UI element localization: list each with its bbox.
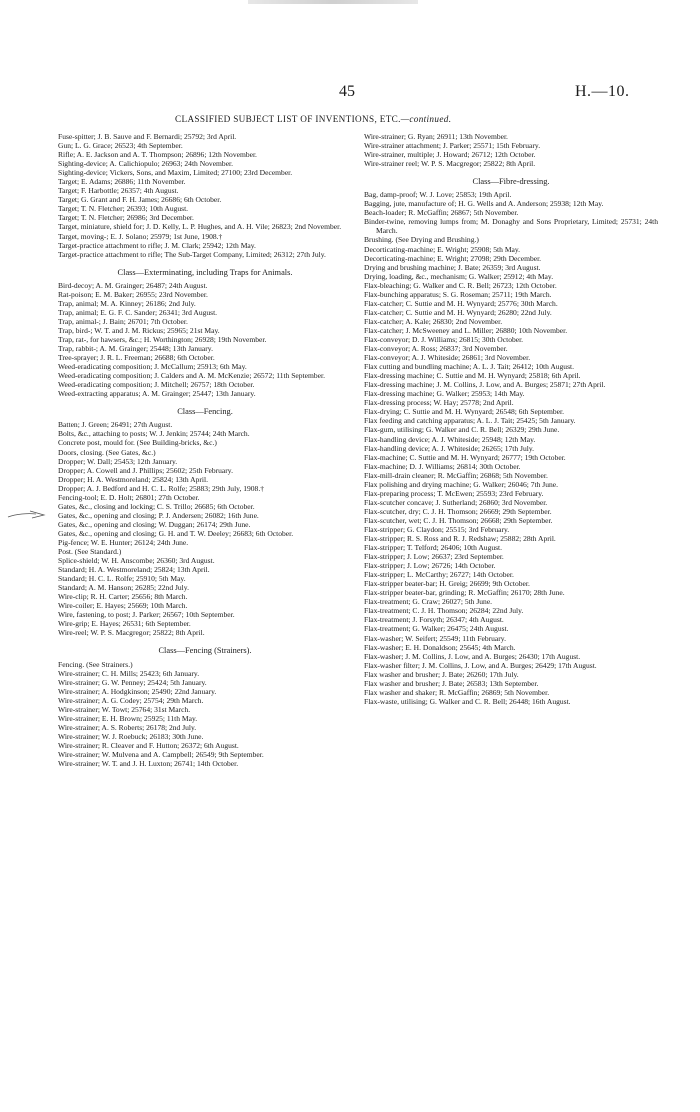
- invention-entry: Flax-catcher; A. Kale; 26830; 2nd November.: [364, 316, 503, 326]
- invention-entry: Fencing. (See Strainers.): [58, 659, 133, 669]
- invention-entry: Flax-treatment; J. Forsyth; 26347; 4th August.: [364, 615, 504, 625]
- invention-entry: Bag, damp-proof; W. J. Love; 25853; 19th April.: [364, 190, 512, 200]
- invention-entry: Target; T. N. Fletcher; 26986; 3rd December.: [58, 213, 194, 223]
- invention-entry: Flax-catcher; C. Suttie and M. H. Wynyard; 25776; 30th March.: [364, 298, 558, 308]
- invention-entry: Flax-catcher; J. McSweeney and L. Miller; 26880; 10th November.: [364, 325, 568, 335]
- invention-entry: Flax-gum, utilising; G. Walker and C. R. Bell; 26329; 29th June.: [364, 425, 560, 435]
- invention-entry: Binder-twine, removing lumps from; M. Donaghy and Sons Proprietary, Limited; 25731; 24th March.: [364, 217, 658, 236]
- invention-entry: Wire-strainer; R. Cleaver and F. Hutton; 26372; 6th August.: [58, 740, 239, 750]
- invention-entry: Flax-stripper; R. S. Ross and R. J. Redshaw; 25882; 28th April.: [364, 534, 556, 544]
- pencil-mark-icon: [6, 508, 50, 522]
- invention-entry: Wire-strainer; A. G. Codey; 25754; 29th March.: [58, 695, 204, 705]
- invention-entry: Trap, rat-, for hawsers, &c.; H. Worthington; 26928; 19th November.: [58, 334, 267, 344]
- invention-entry: Wire-strainer; W. J. Roebuck; 26183; 30th June.: [58, 731, 204, 741]
- invention-entry: Splice-shield; W. H. Anscombe; 26360; 3rd August.: [58, 556, 215, 566]
- invention-entry: Wire-grip; E. Hayes; 26531; 6th September.: [58, 619, 191, 629]
- invention-entry: Target; T. N. Fletcher; 26393; 10th August.: [58, 204, 189, 214]
- invention-entry: Flax-dressing machine; J. M. Collins, J. Low, and A. Burges; 25871; 27th April.: [364, 380, 606, 390]
- invention-entry: Flax-bunching apparatus; S. G. Roseman; 25711; 19th March.: [364, 289, 552, 299]
- invention-entry: Flax-dressing machine; G. Walker; 25953; 14th May.: [364, 389, 525, 399]
- invention-entry: Target; E. Adams; 26886; 11th November.: [58, 177, 186, 187]
- document-code: H.—10.: [575, 83, 630, 100]
- invention-entry: Brushing. (See Drying and Brushing.): [364, 235, 479, 245]
- invention-entry: Flax-conveyor; A. J. Whiteside; 26861; 3rd November.: [364, 353, 531, 363]
- invention-entry: Flax-waste, utilising; G. Walker and C. R. Bell; 26448; 16th August.: [364, 696, 571, 706]
- invention-entry: Wire-strainer; W. T. and J. H. Luxton; 26741; 14th October.: [58, 759, 239, 769]
- invention-entry: Doors, closing. (See Gates, &c.): [58, 447, 156, 457]
- class-heading: Class—Exterminating, including Traps for Animals.: [117, 267, 293, 277]
- invention-entry: Trap, rabbit-; A. M. Grainger; 25448; 13th January.: [58, 344, 213, 354]
- invention-entry: Wire-strainer reel; W. P. S. Macgregor; 25822; 8th April.: [364, 159, 536, 169]
- invention-entry: Flax washer and brusher; J. Bate; 26583; 13th September.: [364, 678, 539, 688]
- invention-entry: Rat-poison; E. M. Baker; 26955; 23rd November.: [58, 289, 208, 299]
- right-column: [364, 132, 658, 706]
- invention-entry: Wire-clip; R. H. Carter; 25656; 8th March.: [58, 592, 188, 602]
- invention-entry: Bird-decoy; A. M. Grainger; 26487; 24th August.: [58, 280, 208, 290]
- invention-entry: Beach-loader; R. McGaffin; 26867; 5th November.: [364, 208, 519, 218]
- invention-entry: Flax-stripper; G. Claydon; 25515; 3rd February.: [364, 524, 510, 534]
- invention-entry: Gates, &c., opening and closing; W. Duggan; 26174; 29th June.: [58, 519, 251, 529]
- invention-entry: Flax polishing and drying machine; G. Walker; 26046; 7th June.: [364, 479, 558, 489]
- invention-entry: Flax washer and brusher; J. Bate; 26260; 17th July.: [364, 669, 519, 679]
- invention-entry: Bagging, jute, manufacture of; H. G. Wells and A. Anderson; 25938; 12th May.: [364, 199, 604, 209]
- invention-entry: Target, moving-; E. J. Solano; 25979; 1st June, 1908.†: [58, 231, 223, 241]
- invention-entry: Wire-strainer; A. Hodgkinson; 25490; 22nd January.: [58, 686, 217, 696]
- invention-entry: Wire-strainer; W. Towt; 25764; 31st March.: [58, 704, 191, 714]
- invention-entry: Gun; L. G. Grace; 26523; 4th September.: [58, 141, 183, 151]
- invention-entry: Flax-handling device; A. J. Whiteside; 25948; 12th May.: [364, 434, 536, 444]
- invention-entry: Wire, fastening, to post; J. Parker; 26567; 10th September.: [58, 610, 235, 620]
- invention-entry: Wire-strainer attachment; J. Parker; 25571; 15th February.: [364, 141, 541, 151]
- invention-entry: Flax-treatment; C. J. H. Thomson; 26284; 22nd July.: [364, 606, 524, 616]
- invention-entry: Bolts, &c., attaching to posts; W. J. Jenkin; 25744; 24th March.: [58, 429, 250, 439]
- invention-entry: Target-practice attachment to rifle; J. M. Clark; 25942; 12th May.: [58, 240, 256, 250]
- invention-entry: Flax-dressing machine; C. Suttie and M. H. Wynyard; 25818; 6th April.: [364, 371, 581, 381]
- invention-entry: Flax-conveyor; A. Ross; 26837; 3rd November.: [364, 344, 508, 354]
- invention-entry: Trap, animal-; J. Bain; 26701; 7th October.: [58, 316, 188, 326]
- invention-entry: Weed-extracting apparatus; A. M. Grainger; 25447; 13th January.: [58, 389, 256, 399]
- invention-entry: Flax-stripper beater-bar; H. Greig; 26699; 9th October.: [364, 579, 530, 589]
- invention-entry: Weed-eradicating composition; J. Calders and A. M. McKenzie; 26572; 11th September.: [58, 371, 325, 381]
- invention-entry: Dropper; A. Cowell and J. Phillips; 25602; 25th February.: [58, 465, 233, 475]
- invention-entry: Target, miniature, shield for; J. D. Kelly, L. P. Hughes, and A. H. Vile; 26823; 2nd November.: [58, 222, 342, 232]
- invention-entry: Weed-eradicating composition; J. Mitchell; 26757; 18th October.: [58, 380, 255, 390]
- invention-entry: Target; G. Grant and F. H. James; 26686; 6th October.: [58, 195, 222, 205]
- invention-entry: Rifle; A. E. Jackson and A. T. Thompson; 26896; 12th November.: [58, 150, 257, 160]
- invention-entry: Wire-reel; W. P. S. Macgregor; 25822; 8th April.: [58, 628, 205, 638]
- invention-entry: Tree-sprayer; J. R. L. Freeman; 26688; 6th October.: [58, 353, 215, 363]
- running-title-suffix: —continued.: [400, 114, 452, 124]
- invention-entry: Gates, &c., closing and locking; C. S. Trillo; 26685; 6th October.: [58, 501, 255, 511]
- invention-entry: Wire-strainer; E. H. Brown; 25925; 11th May.: [58, 713, 198, 723]
- invention-entry: Flax-stripper; L. McCarthy; 26727; 14th October.: [364, 570, 514, 580]
- invention-entry: Standard; H. C. L. Rolfe; 25910; 5th May.: [58, 574, 186, 584]
- invention-entry: Flax washer and shaker; R. McGaffin; 26869; 5th November.: [364, 687, 550, 697]
- invention-entry: Flax-washer filter; J. M. Collins, J. Low, and A. Burges; 26429; 17th August.: [364, 660, 597, 670]
- scan-artifact: [248, 0, 418, 4]
- invention-entry: Flax-scutcher, wet; C. J. H. Thomson; 26668; 29th September.: [364, 515, 553, 525]
- invention-entry: Flax-scutcher concave; J. Sutherland; 26860; 3rd November.: [364, 497, 548, 507]
- invention-entry: Flax-stripper; J. Low; 26637; 23rd September.: [364, 552, 504, 562]
- invention-entry: Flax-stripper; J. Low; 26726; 14th October.: [364, 561, 496, 571]
- invention-entry: Wire-strainer; W. Mulvena and A. Campbell; 26549; 9th September.: [58, 750, 264, 759]
- running-title-main: CLASSIFIED SUBJECT LIST OF INVENTIONS, ETC.: [175, 114, 401, 124]
- invention-entry: Flax-treatment; G. Walker; 26475; 24th August.: [364, 624, 509, 634]
- invention-entry: Fuse-spitter; J. B. Sauve and F. Bernardi; 25792; 3rd April.: [58, 132, 237, 141]
- invention-entry: Gates, &c., opening and closing; P. J. Andersen; 26082; 16th June.: [58, 510, 259, 520]
- invention-entry: Flax-stripper beater-bar, grinding; R. McGaffin; 26170; 28th June.: [364, 588, 565, 598]
- invention-entry: Flax-conveyor; D. J. Williams; 26815; 30th October.: [364, 334, 524, 344]
- invention-entry: Standard; A. M. Hanson; 26285; 22nd July.: [58, 583, 189, 593]
- invention-entry: Flax feeding and catching apparatus; A. L. J. Tait; 25425; 5th January.: [364, 416, 576, 426]
- invention-entry: Batten; J. Green; 26491; 27th August.: [58, 420, 173, 430]
- invention-entry: Flax-washer; E. H. Donaldson; 25645; 4th March.: [364, 642, 516, 652]
- invention-entry: Standard; H. A. Westmoreland; 25824; 13th April.: [58, 565, 210, 575]
- invention-entry: Flax-machine; D. J. Williams; 26814; 30th October.: [364, 461, 521, 471]
- invention-entry: Weed-eradicating composition; J. McCallum; 25913; 6th May.: [58, 362, 247, 372]
- invention-entry: Flax-handling device; A. J. Whiteside; 26265; 17th July.: [364, 443, 534, 453]
- invention-entry: Trap, animal; M. A. Kinney; 26186; 2nd July.: [58, 298, 196, 308]
- invention-entry: Wire-strainer; G. Ryan; 26911; 13th November.: [364, 132, 508, 141]
- invention-entry: Drying and brushing machine; J. Bate; 26359; 3rd August.: [364, 262, 541, 272]
- class-heading: Class—Fencing (Strainers).: [158, 646, 252, 656]
- running-title: [175, 114, 451, 124]
- invention-entry: Wire-coiler; E. Hayes; 25669; 10th March.: [58, 601, 188, 611]
- invention-entry: Wire-strainer; A. S. Roberts; 26178; 2nd July.: [58, 722, 197, 732]
- invention-entry: Post. (See Standard.): [58, 547, 122, 557]
- invention-entry: Flax-washer; W. Seifert; 25549; 11th February.: [364, 633, 506, 643]
- invention-entry: Flax-bleaching; G. Walker and C. R. Bell; 26723; 12th October.: [364, 280, 557, 290]
- invention-entry: Flax-dressing process; W. Hay; 25778; 2nd April.: [364, 398, 514, 408]
- invention-entry: Decorticating-machine; E. Wright; 27098; 29th December.: [364, 253, 542, 263]
- invention-entry: Gates, &c., opening and closing; G. H. and T. W. Deeley; 26683; 6th October.: [58, 528, 294, 538]
- class-heading: Class—Fibre-dressing.: [472, 177, 550, 187]
- invention-entry: Decorticating-machine; E. Wright; 25908; 5th May.: [364, 244, 521, 254]
- invention-entry: Dropper; H. A. Westmoreland; 25824; 13th April.: [58, 474, 208, 484]
- invention-entry: Sighting-device; A. Calichiopulo; 26963; 24th November.: [58, 159, 234, 169]
- left-column: [58, 132, 352, 768]
- page-number: 45: [339, 83, 355, 100]
- invention-entry: Wire-strainer, multiple; J. Howard; 26712; 12th October.: [364, 150, 536, 160]
- invention-entry: Concrete post, mould for. (See Building-bricks, &c.): [58, 438, 217, 448]
- invention-entry: Pig-fence; W. E. Hunter; 26124; 24th June.: [58, 537, 189, 547]
- invention-entry: Flax-stripper; T. Telford; 26406; 10th August.: [364, 543, 503, 553]
- invention-entry: Dropper; A. J. Bedford and H. C. L. Rolfe; 25883; 29th July, 1908.†: [58, 483, 264, 493]
- class-heading: Class—Fencing.: [177, 407, 233, 417]
- invention-entry: Sighting-device; Vickers, Sons, and Maxim, Limited; 27100; 23rd December.: [58, 168, 293, 178]
- invention-entry: Trap, bird-; W. T. and J. M. Rickus; 25965; 21st May.: [58, 325, 220, 335]
- invention-entry: Flax-mill-drain cleaner; R. McGaffin; 26868; 5th November.: [364, 470, 548, 480]
- invention-entry: Flax-preparing process; T. McEwen; 25593; 23rd February.: [364, 488, 544, 498]
- invention-entry: Flax-drying; C. Suttie and M. H. Wynyard; 26548; 6th September.: [364, 407, 565, 417]
- invention-entry: Dropper; W. Dall; 25453; 12th January.: [58, 456, 178, 466]
- invention-entry: Wire-strainer; C. H. Mills; 25423; 6th January.: [58, 668, 200, 678]
- invention-entry: Target-practice attachment to rifle; The Sub-Target Company, Limited; 26312; 27th July.: [58, 249, 326, 259]
- invention-entry: Flax cutting and bundling machine; A. L. J. Tait; 26412; 10th August.: [364, 362, 575, 372]
- invention-entry: Wire-strainer; G. W. Penney; 25424; 5th January.: [58, 677, 207, 687]
- invention-entry: Trap, animal; E. G. F. C. Sander; 26341; 3rd August.: [58, 307, 218, 317]
- invention-entry: Flax-catcher; C. Suttie and M. H. Wynyard; 26280; 22nd July.: [364, 307, 552, 317]
- invention-entry: Flax-scutcher, dry; C. J. H. Thomson; 26669; 29th September.: [364, 506, 552, 516]
- invention-entry: Flax-washer; J. M. Collins, J. Low, and A. Burges; 26430; 17th August.: [364, 651, 581, 661]
- invention-entry: Flax-treatment; G. Craw; 26027; 5th June.: [364, 597, 493, 607]
- invention-entry: Flax-machine; C. Suttie and M. H. Wynyard; 26777; 19th October.: [364, 452, 566, 462]
- invention-entry: Target; F. Harbottle; 26357; 4th August.: [58, 186, 179, 196]
- invention-entry: Fencing-tool; E. D. Holt; 26801; 27th October.: [58, 492, 200, 502]
- invention-entry: Drying, loading, &c., mechanism; G. Walker; 25912; 4th May.: [364, 271, 554, 281]
